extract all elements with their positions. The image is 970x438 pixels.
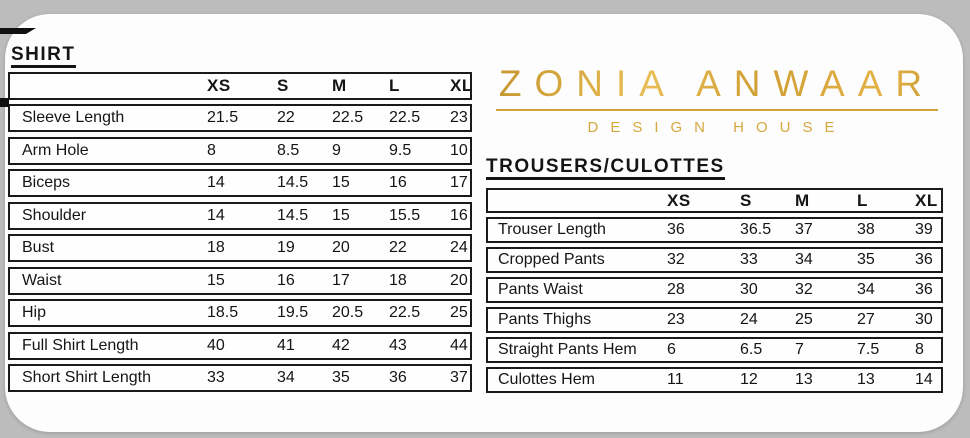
size-value: 41: [277, 336, 295, 354]
brand-divider-line: [496, 109, 938, 111]
table-row: [8, 202, 472, 230]
size-value: 38: [857, 221, 875, 238]
trousers-section-title: TROUSERS/CULOTTES: [486, 157, 725, 180]
measurement-label: Full Shirt Length: [22, 336, 139, 354]
table-row: [8, 169, 472, 197]
brand-logo: [486, 63, 948, 136]
measurement-label: Waist: [22, 271, 62, 289]
size-value: 10: [450, 141, 468, 159]
size-column-header: XL: [915, 190, 938, 210]
size-value: 14.5: [277, 206, 309, 224]
size-value: 32: [795, 281, 813, 298]
size-value: 17: [332, 271, 350, 289]
measurement-label: Biceps: [22, 174, 71, 191]
table-row: [8, 299, 472, 327]
size-value: 14.5: [277, 174, 309, 191]
measurement-label: Sleeve Length: [22, 109, 125, 126]
size-value: 22: [389, 239, 407, 256]
size-value: 43: [389, 336, 407, 354]
measurement-label: Culottes Hem: [498, 371, 595, 388]
measurement-label: Straight Pants Hem: [498, 341, 637, 358]
size-value: 16: [277, 271, 295, 289]
size-value: 19.5: [277, 304, 309, 321]
size-value: 8.5: [277, 141, 300, 159]
size-value: 6: [667, 341, 676, 358]
measurement-label: Trouser Length: [498, 221, 606, 238]
table-row: [486, 247, 943, 273]
size-value: 15: [332, 174, 350, 191]
size-value: 20.5: [332, 304, 364, 321]
size-column-header: L: [857, 190, 868, 210]
size-value: 24: [740, 311, 758, 328]
size-value: 7: [795, 341, 804, 358]
size-value: 16: [450, 206, 468, 224]
measurement-label: Pants Waist: [498, 281, 583, 298]
size-guide-card: [5, 14, 963, 432]
size-value: 8: [207, 141, 216, 159]
size-value: 34: [277, 369, 295, 386]
size-header-row: [8, 72, 472, 100]
table-row: [8, 104, 472, 132]
size-value: 16: [389, 174, 407, 191]
shirt-section-title: SHIRT: [11, 45, 76, 68]
size-value: 44: [450, 336, 468, 354]
size-header-row: [486, 188, 943, 213]
size-value: 40: [207, 336, 225, 354]
size-value: 22.5: [389, 109, 421, 126]
brand-name: ZONIA ANWAAR: [486, 63, 948, 105]
size-value: 9: [332, 141, 341, 159]
size-value: 11: [667, 371, 684, 388]
size-value: 22: [277, 109, 295, 126]
size-value: 7.5: [857, 341, 880, 358]
size-value: 14: [207, 206, 225, 224]
table-row: [486, 217, 943, 243]
size-value: 20: [450, 271, 468, 289]
size-value: 34: [857, 281, 875, 298]
size-column-header: L: [389, 76, 400, 95]
size-value: 15: [332, 206, 350, 224]
size-value: 12: [740, 371, 758, 388]
size-column-header: XL: [450, 76, 473, 95]
size-value: 25: [795, 311, 813, 328]
size-column-header: M: [795, 190, 810, 210]
size-value: 13: [795, 371, 813, 388]
measurement-label: Pants Thighs: [498, 311, 592, 328]
size-value: 14: [915, 371, 933, 388]
size-column-header: S: [740, 190, 752, 210]
size-value: 36: [915, 281, 933, 298]
size-column-header: M: [332, 76, 347, 95]
size-value: 25: [450, 304, 468, 321]
size-value: 22.5: [389, 304, 421, 321]
table-row: [486, 277, 943, 303]
size-column-header: XS: [667, 190, 691, 210]
size-value: 24: [450, 239, 468, 256]
measurement-label: Shoulder: [22, 206, 87, 224]
size-value: 28: [667, 281, 685, 298]
size-value: 33: [207, 369, 225, 386]
size-value: 30: [740, 281, 758, 298]
size-value: 8: [915, 341, 924, 358]
size-value: 35: [857, 251, 875, 268]
size-value: 18: [207, 239, 225, 256]
size-value: 42: [332, 336, 350, 354]
size-value: 32: [667, 251, 685, 268]
measurement-label: Cropped Pants: [498, 251, 605, 268]
size-value: 36: [915, 251, 933, 268]
size-value: 22.5: [332, 109, 364, 126]
measurement-label: Hip: [22, 304, 47, 321]
table-row: [8, 364, 472, 392]
table-row: [486, 337, 943, 363]
size-value: 13: [857, 371, 875, 388]
trousers-size-table: [486, 188, 943, 397]
size-value: 30: [915, 311, 933, 328]
size-value: 21.5: [207, 109, 239, 126]
size-value: 15.5: [389, 206, 421, 224]
size-value: 27: [857, 311, 875, 328]
size-value: 9.5: [389, 141, 412, 159]
shirt-size-table: [8, 72, 472, 397]
size-value: 35: [332, 369, 350, 386]
size-value: 37: [795, 221, 813, 238]
size-value: 23: [450, 109, 468, 126]
size-value: 33: [740, 251, 758, 268]
table-row: [8, 332, 472, 360]
table-row: [8, 137, 472, 165]
table-row: [8, 234, 472, 262]
table-row: [486, 307, 943, 333]
size-value: 17: [450, 174, 468, 191]
size-value: 14: [207, 174, 225, 191]
size-value: 39: [915, 221, 933, 238]
size-value: 18: [389, 271, 407, 289]
size-value: 23: [667, 311, 685, 328]
size-value: 6.5: [740, 341, 763, 358]
size-value: 19: [277, 239, 295, 256]
size-column-header: XS: [207, 76, 231, 95]
size-value: 37: [450, 369, 468, 386]
size-column-header: S: [277, 76, 289, 95]
size-value: 36: [667, 221, 685, 238]
size-value: 20: [332, 239, 350, 256]
artifact-mark: [0, 98, 9, 107]
size-value: 18.5: [207, 304, 239, 321]
table-row: [8, 267, 472, 295]
brand-tagline: DESIGN HOUSE: [587, 119, 847, 136]
size-value: 15: [207, 271, 225, 289]
measurement-label: Short Shirt Length: [22, 369, 151, 386]
size-value: 36: [389, 369, 407, 386]
size-value: 36.5: [740, 221, 772, 238]
measurement-label: Bust: [22, 239, 55, 256]
measurement-label: Arm Hole: [22, 141, 89, 159]
size-value: 34: [795, 251, 813, 268]
table-row: [486, 367, 943, 393]
